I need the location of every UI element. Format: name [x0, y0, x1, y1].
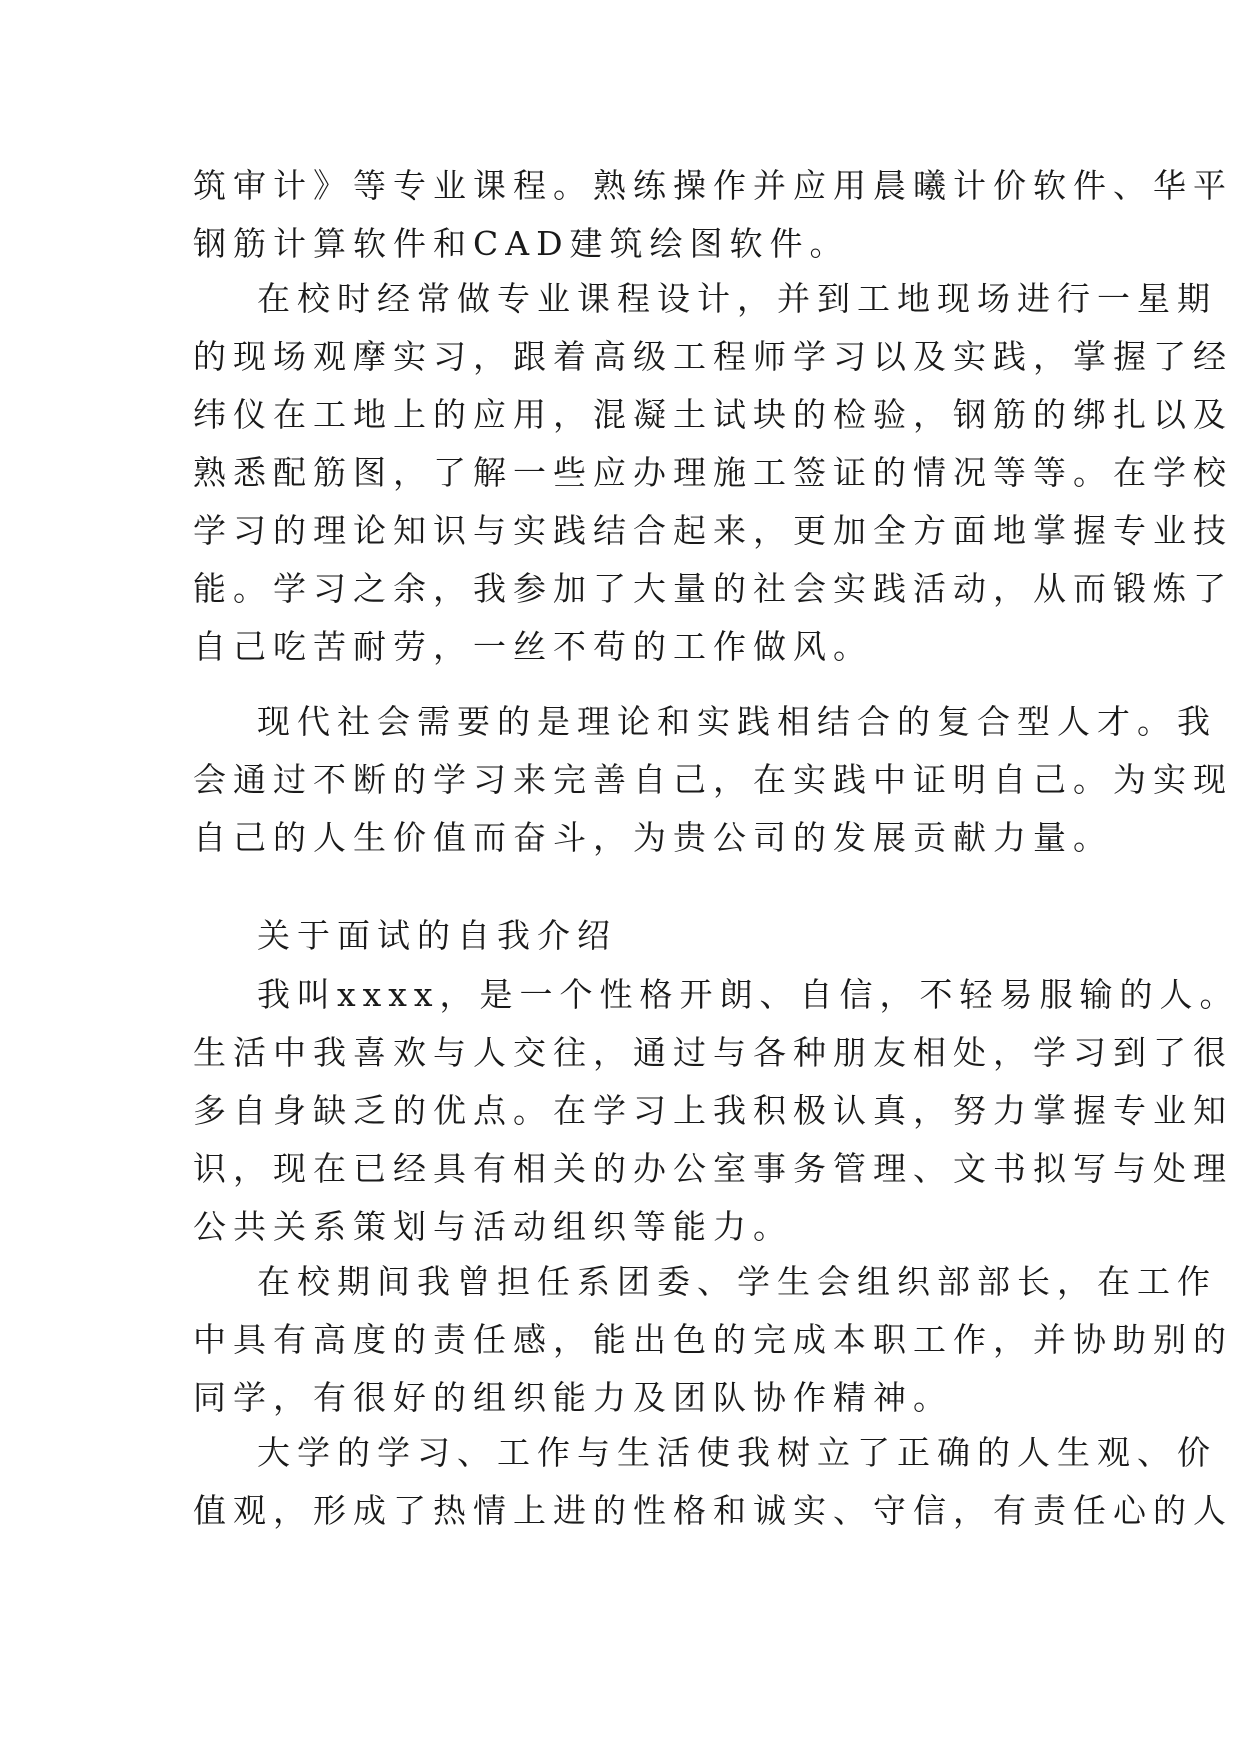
text-line: 我叫xxxx，是一个性格开朗、自信，不轻易服输的人。	[257, 975, 1240, 1014]
text-line: 生活中我喜欢与人交往，通过与各种朋友相处，学习到了很	[193, 1033, 1233, 1072]
text-line: 钢筋计算软件和CAD建筑绘图软件。	[193, 224, 850, 263]
paragraph-6	[193, 1424, 1233, 1540]
paragraph-4	[193, 966, 1240, 1256]
section-title: 关于面试的自我介绍	[257, 916, 617, 955]
text-line: 同学，有很好的组织能力及团队协作精神。	[193, 1378, 953, 1417]
text-line: 识，现在已经具有相关的办公室事务管理、文书拟写与处理	[193, 1149, 1233, 1188]
text-line: 多自身缺乏的优点。在学习上我积极认真，努力掌握专业知	[193, 1091, 1233, 1130]
section-title-block	[193, 907, 1063, 965]
text-line: 值观，形成了热情上进的性格和诚实、守信，有责任心的人	[193, 1491, 1233, 1530]
text-line: 学习的理论知识与实践结合起来，更加全方面地掌握专业技	[193, 511, 1233, 550]
paragraph-2	[193, 270, 1233, 676]
text-line: 的现场观摩实习，跟着高级工程师学习以及实践，掌握了经	[193, 337, 1233, 376]
text-line: 自己吃苦耐劳，一丝不苟的工作做风。	[193, 627, 873, 666]
text-line: 公共关系策划与活动组织等能力。	[193, 1207, 793, 1246]
text-line: 会通过不断的学习来完善自己，在实践中证明自己。为实现	[193, 760, 1233, 799]
text-line: 熟悉配筋图，了解一些应办理施工签证的情况等等。在学校	[193, 453, 1233, 492]
text-line: 大学的学习、工作与生活使我树立了正确的人生观、价	[257, 1433, 1217, 1472]
text-line: 中具有高度的责任感，能出色的完成本职工作，并协助别的	[193, 1320, 1233, 1359]
paragraph-5	[193, 1253, 1233, 1427]
text-line: 纬仪在工地上的应用，混凝土试块的检验，钢筋的绑扎以及	[193, 395, 1233, 434]
paragraph-1	[193, 157, 1233, 273]
text-line: 现代社会需要的是理论和实践相结合的复合型人才。我	[257, 702, 1217, 741]
text-line: 能。学习之余，我参加了大量的社会实践活动，从而锻炼了	[193, 569, 1233, 608]
text-line: 自己的人生价值而奋斗，为贵公司的发展贡献力量。	[193, 818, 1113, 857]
text-line: 筑审计》等专业课程。熟练操作并应用晨曦计价软件、华平	[193, 166, 1233, 205]
text-line: 在校期间我曾担任系团委、学生会组织部部长，在工作	[257, 1262, 1217, 1301]
paragraph-3	[193, 693, 1233, 867]
text-line: 在校时经常做专业课程设计，并到工地现场进行一星期	[257, 279, 1217, 318]
